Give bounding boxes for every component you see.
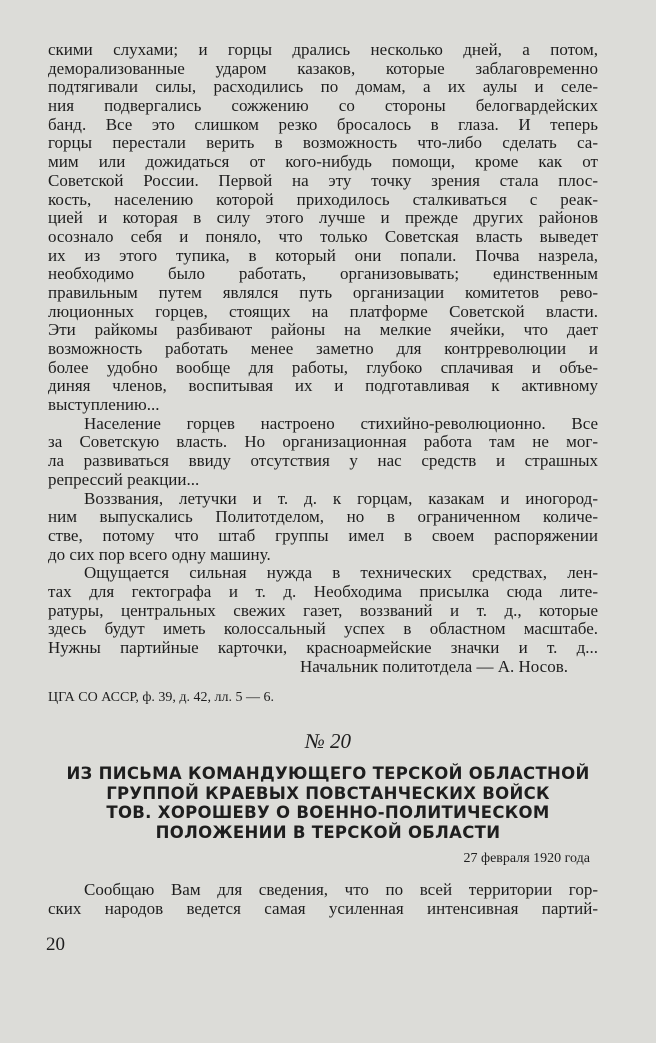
text-line: банд. Все это слишком резко бросалось в глаза. И теперь xyxy=(48,114,598,134)
body-text xyxy=(48,41,598,676)
heading-line: ПОЛОЖЕНИИ В ТЕРСКОЙ ОБЛАСТИ xyxy=(155,822,501,842)
text-line: правильным путем являлся путь организации комитетов рево- xyxy=(48,282,598,302)
text-line: Нужны партийные карточки, красноармейские значки и т. д... xyxy=(48,638,598,657)
text-line: Советской России. Первой на эту точку зрения стала плос- xyxy=(48,170,598,190)
paragraph-start-line: Население горцев настроено стихийно-революционно. Все xyxy=(84,413,598,433)
document-number: № 20 xyxy=(304,729,352,753)
text-line: Эти райкомы разбивают районы на мелкие ячейки, что дает xyxy=(48,320,598,340)
text-line: до сих пор всего одну машину. xyxy=(48,544,271,564)
paragraph-start-line: Ощущается сильная нужда в технических средствах, лен- xyxy=(84,563,598,583)
paragraph-start-line: Сообщаю Вам для сведения, что по всей территории гор- xyxy=(84,880,598,899)
text-line: ратуры, центральных свежих газет, воззваний и т. д., которые xyxy=(48,600,598,620)
text-line: ла развиваться ввиду отсутствия у нас средств и страшных xyxy=(48,451,598,471)
heading-line: ТОВ. ХОРОШЕВУ О ВОЕННО-ПОЛИТИЧЕСКОМ xyxy=(106,803,550,822)
text-line: необходимо было работать, организовывать; единственным xyxy=(48,264,598,284)
signature-line: Начальник политотдела — А. Носов. xyxy=(300,656,568,676)
text-line: здесь будут иметь колоссальный успех в областном масштабе. xyxy=(48,619,598,639)
text-line: осознало себя и поняло, что только Советская власть выведет xyxy=(48,226,598,246)
document-date: 27 февраля 1920 года xyxy=(463,851,590,866)
text-line: за Советскую власть. Но организационная работа там не мог- xyxy=(48,432,598,452)
paragraph-start-line: Воззвания, летучки и т. д. к горцам, казакам и иногород- xyxy=(84,488,598,508)
text-line: выступлению... xyxy=(48,395,160,415)
text-line: более удобно вообще для работы, глубоко сплачивая и объе- xyxy=(48,357,598,377)
text-line: ния подвергались сожжению со стороны белогвардейских xyxy=(48,96,598,116)
page-number: 20 xyxy=(46,934,65,955)
heading-line: ИЗ ПИСЬМА КОМАНДУЮЩЕГО ТЕРСКОЙ ОБЛАСТНОЙ xyxy=(66,764,590,783)
text-line: их из этого тупика, в который они попали. Почва назрела, xyxy=(48,245,598,265)
text-line: подтягивали силы, расходились по домам, а их аулы и селе- xyxy=(48,77,598,97)
text-line: возможность работать менее заметно для контрреволюции и xyxy=(48,339,598,358)
text-line: репрессий реакции... xyxy=(48,469,200,489)
document-heading xyxy=(40,764,616,842)
text-line: стве, потому что штаб группы имел в своем распоряжении xyxy=(48,525,598,545)
heading-line: ГРУППОЙ КРАЕВЫХ ПОВСТАНЧЕСКИХ ВОЙСК xyxy=(106,783,550,803)
text-line: мим или дожидаться от кого-нибудь помощи, кроме как от xyxy=(48,152,598,172)
text-line: деморализованные ударом казаков, которые заблаговременно xyxy=(48,58,598,78)
text-line: ских народов ведется самая усиленная интенсивная партий- xyxy=(48,898,598,918)
archive-reference: ЦГА СО АССР, ф. 39, д. 42, лл. 5 — 6. xyxy=(48,690,275,705)
text-line: горцы перестали верить в возможность что-либо сделать са- xyxy=(48,133,598,153)
text-line: скими слухами; и горцы дрались несколько дней, а потом, xyxy=(48,40,598,59)
text-line: кость, населению которой приходилось сталкиваться с реак- xyxy=(48,189,598,209)
text-line: ним выпускались Политотделом, но в ограниченном количе- xyxy=(48,507,598,527)
text-line: диняя членов, воспитывая их и подготавливая к активному xyxy=(48,376,598,396)
text-line: тах для гектографа и т. д. Необходима присылка сюда лите- xyxy=(48,581,598,601)
text-line: люционных горцев, стоящих на платформе Советской власти. xyxy=(48,301,598,321)
letter-opening-text xyxy=(48,881,598,918)
text-line: цией и которая в силу этого лучше и прежде других районов xyxy=(48,208,598,228)
